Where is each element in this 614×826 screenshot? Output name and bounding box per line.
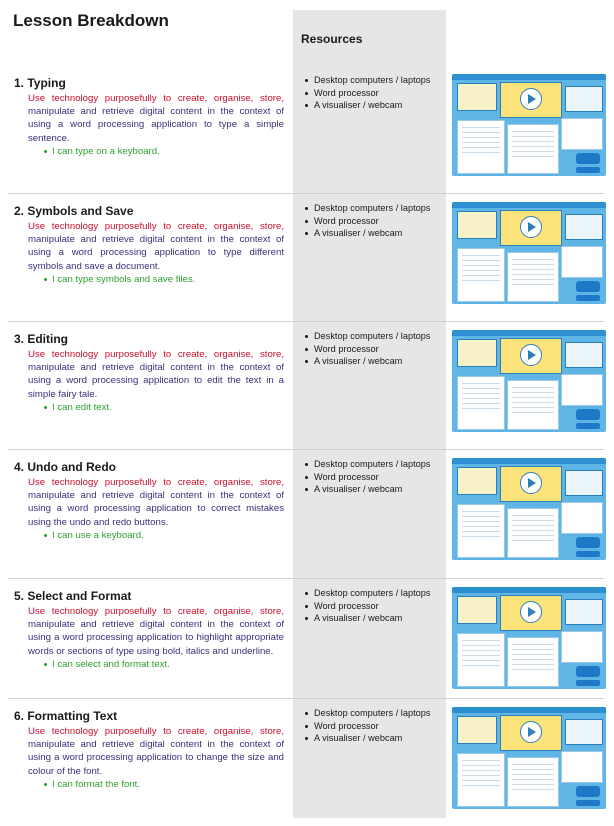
resource-item: Word processor: [302, 471, 430, 484]
bullet-icon: [44, 663, 47, 666]
resource-item: Desktop computers / laptops: [302, 74, 430, 87]
slide-preview: [565, 470, 603, 496]
worksheet-preview: [507, 508, 559, 558]
brand-logo-icon: [576, 409, 600, 420]
slide-preview: [565, 214, 603, 240]
can-statement: [44, 274, 195, 285]
lesson-pack-thumbnail[interactable]: [452, 707, 606, 809]
lesson-row: [8, 193, 604, 285]
objective-context: manipulate and retrieve digital content in the context of using a word processing application to type different symbols and save a document.: [28, 234, 284, 272]
objective-lead: Use technology purposefully to create, organise, store,: [28, 93, 284, 104]
objective-lead: Use technology purposefully to create, organise, store,: [28, 349, 284, 360]
can-statement-text: I can select and format text.: [52, 659, 170, 670]
can-statement-text: I can edit text.: [52, 402, 112, 413]
worksheet-preview: [561, 751, 603, 783]
resource-item: A visualiser / webcam: [302, 355, 430, 368]
play-icon: [520, 721, 542, 743]
resource-list: [302, 74, 430, 112]
play-icon: [520, 601, 542, 623]
lesson-objective: [28, 220, 284, 273]
can-statement-text: I can type symbols and save files.: [52, 274, 196, 285]
resources-column-background: [293, 10, 446, 818]
slide-preview: [457, 339, 497, 367]
lesson-title: 3. Editing: [14, 332, 68, 346]
brand-logo-icon: [576, 551, 600, 557]
slide-preview: [457, 211, 497, 239]
objective-context: manipulate and retrieve digital content in the context of using a word processing application to correct mistakes using the undo and redo buttons.: [28, 490, 284, 528]
brand-logo-icon: [576, 537, 600, 548]
brand-logo-icon: [576, 666, 600, 677]
slide-preview: [457, 716, 497, 744]
resource-item: Desktop computers / laptops: [302, 202, 430, 215]
worksheet-preview: [457, 504, 505, 558]
brand-logo-icon: [576, 423, 600, 429]
worksheet-preview: [457, 633, 505, 687]
objective-lead: Use technology purposefully to create, organise, store,: [28, 606, 284, 617]
lesson-objective: [28, 605, 284, 658]
worksheet-preview: [457, 120, 505, 174]
worksheet-preview: [457, 753, 505, 807]
can-statement: [44, 146, 160, 157]
brand-logo-icon: [576, 800, 600, 806]
resource-item: Word processor: [302, 87, 430, 100]
slide-preview: [565, 86, 603, 112]
objective-lead: Use technology purposefully to create, organise, store,: [28, 477, 284, 488]
worksheet-preview: [507, 637, 559, 687]
resource-item: Word processor: [302, 600, 430, 613]
lesson-pack-thumbnail[interactable]: [452, 202, 606, 304]
can-statement-text: I can use a keyboard.: [52, 530, 144, 541]
thumbnail-header-bar: [452, 458, 606, 464]
slide-preview: [457, 596, 497, 624]
slide-preview: [457, 467, 497, 495]
lesson-title: 2. Symbols and Save: [14, 204, 134, 218]
worksheet-preview: [507, 380, 559, 430]
resource-list: [302, 587, 430, 625]
play-icon: [520, 88, 542, 110]
resource-item: A visualiser / webcam: [302, 483, 430, 496]
objective-context: manipulate and retrieve digital content in the context of using a word processing application to type a simple sentence.: [28, 106, 284, 144]
resource-item: Word processor: [302, 343, 430, 356]
brand-logo-icon: [576, 167, 600, 173]
thumbnail-header-bar: [452, 202, 606, 208]
slide-preview: [565, 719, 603, 745]
resource-item: Word processor: [302, 720, 430, 733]
resource-item: A visualiser / webcam: [302, 99, 430, 112]
lesson-objective: [28, 476, 284, 529]
objective-context: manipulate and retrieve digital content in the context of using a word processing application to highlight appropriate words or sections of type using bold, italics and underline.: [28, 619, 284, 657]
can-statement: [44, 779, 140, 790]
bullet-icon: [44, 406, 47, 409]
objective-lead: Use technology purposefully to create, organise, store,: [28, 221, 284, 232]
lesson-row: [8, 449, 604, 541]
thumbnail-header-bar: [452, 587, 606, 593]
worksheet-preview: [507, 252, 559, 302]
can-statement-text: I can format the font.: [52, 779, 140, 790]
worksheet-preview: [561, 246, 603, 278]
resource-item: Desktop computers / laptops: [302, 458, 430, 471]
lesson-objective: [28, 725, 284, 778]
thumbnail-header-bar: [452, 74, 606, 80]
resource-list: [302, 707, 430, 745]
slide-preview: [565, 599, 603, 625]
lesson-pack-thumbnail[interactable]: [452, 587, 606, 689]
brand-logo-icon: [576, 295, 600, 301]
lesson-title: 6. Formatting Text: [14, 709, 118, 723]
play-icon: [520, 216, 542, 238]
lesson-row: [8, 321, 604, 413]
slide-preview: [565, 342, 603, 368]
lesson-title: 5. Select and Format: [14, 589, 132, 603]
objective-context: manipulate and retrieve digital content in the context of using a word processing application to edit the text in a simple fairy tale.: [28, 362, 284, 400]
worksheet-preview: [561, 118, 603, 150]
can-statement-text: I can type on a keyboard.: [52, 146, 160, 157]
lesson-pack-thumbnail[interactable]: [452, 74, 606, 176]
thumbnail-header-bar: [452, 707, 606, 713]
resource-list: [302, 458, 430, 496]
brand-logo-icon: [576, 153, 600, 164]
brand-logo-icon: [576, 281, 600, 292]
play-icon: [520, 472, 542, 494]
resource-item: Desktop computers / laptops: [302, 330, 430, 343]
resource-item: A visualiser / webcam: [302, 227, 430, 240]
resource-item: Word processor: [302, 215, 430, 228]
can-statement: [44, 659, 170, 670]
worksheet-preview: [561, 502, 603, 534]
worksheet-preview: [507, 757, 559, 807]
lesson-title: 4. Undo and Redo: [14, 460, 116, 474]
bullet-icon: [44, 783, 47, 786]
bullet-icon: [44, 150, 47, 153]
resource-item: Desktop computers / laptops: [302, 587, 430, 600]
worksheet-preview: [457, 376, 505, 430]
brand-logo-icon: [576, 680, 600, 686]
can-statement: [44, 402, 112, 413]
worksheet-preview: [561, 631, 603, 663]
objective-lead: Use technology purposefully to create, organise, store,: [28, 726, 284, 737]
play-icon: [520, 344, 542, 366]
lesson-row: [8, 578, 604, 670]
thumbnail-header-bar: [452, 330, 606, 336]
bullet-icon: [44, 278, 47, 281]
worksheet-preview: [457, 248, 505, 302]
lesson-pack-thumbnail[interactable]: [452, 458, 606, 560]
objective-context: manipulate and retrieve digital content in the context of using a word processing application to change the size and colour of the font.: [28, 739, 284, 777]
lesson-pack-thumbnail[interactable]: [452, 330, 606, 432]
can-statement: [44, 530, 144, 541]
page-title: Lesson Breakdown: [13, 11, 169, 30]
worksheet-preview: [507, 124, 559, 174]
resource-list: [302, 202, 430, 240]
worksheet-preview: [561, 374, 603, 406]
resource-list: [302, 330, 430, 368]
lesson-title: 1. Typing: [14, 76, 66, 90]
resource-item: A visualiser / webcam: [302, 732, 430, 745]
resource-item: Desktop computers / laptops: [302, 707, 430, 720]
resource-item: A visualiser / webcam: [302, 612, 430, 625]
resources-header: Resources: [301, 32, 363, 46]
lesson-objective: [28, 348, 284, 401]
lesson-row: [8, 698, 604, 790]
lesson-objective: [28, 92, 284, 145]
slide-preview: [457, 83, 497, 111]
bullet-icon: [44, 534, 47, 537]
brand-logo-icon: [576, 786, 600, 797]
